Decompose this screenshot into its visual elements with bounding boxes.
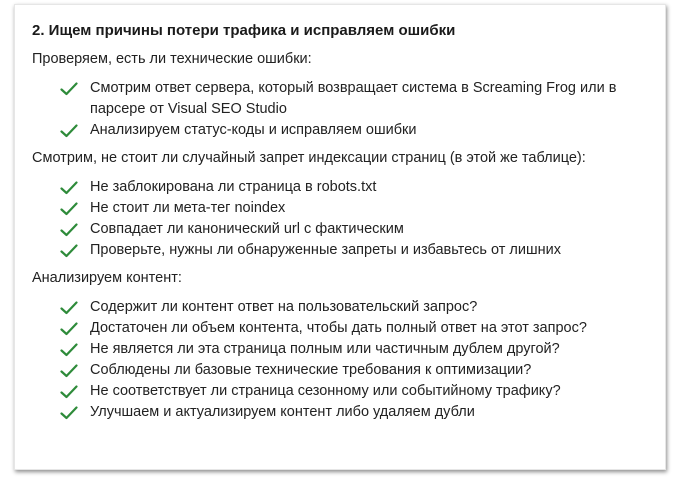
intro-technical-errors: Проверяем, есть ли технические ошибки:: [32, 51, 312, 67]
checkmark-icon: [60, 301, 78, 315]
list-item: [32, 219, 651, 240]
list-item: [32, 120, 651, 141]
list-item: [32, 297, 651, 318]
list-item-text: Не стоит ли мета-тег noindex: [90, 200, 286, 216]
list-item: [32, 240, 651, 261]
intro-content-analysis: Анализируем контент:: [32, 270, 182, 286]
checkmark-icon: [60, 202, 78, 216]
checklist-technical-errors: [32, 78, 651, 141]
checkmark-icon: [60, 82, 78, 96]
checkmark-icon: [60, 343, 78, 357]
checkmark-icon: [60, 223, 78, 237]
checkmark-icon: [60, 244, 78, 258]
list-item-text: Соблюдены ли базовые технические требования к оптимизации?: [90, 362, 532, 378]
list-item-text: Смотрим ответ сервера, который возвращает система в Screaming Frog или в парсере от Visual SEO Studio: [90, 80, 617, 117]
list-item-text: Не является ли эта страница полным или частичным дублем другой?: [90, 341, 560, 357]
list-item: [32, 318, 651, 339]
section-heading: 2. Ищем причины потери трафика и исправляем ошибки: [32, 22, 456, 39]
content-card: [14, 4, 666, 470]
list-item-text: Не заблокирована ли страница в robots.txt: [90, 179, 377, 195]
list-item: [32, 360, 651, 381]
checkmark-icon: [60, 364, 78, 378]
list-item: [32, 339, 651, 360]
list-item: [32, 177, 651, 198]
checkmark-icon: [60, 181, 78, 195]
list-item: [32, 198, 651, 219]
checkmark-icon: [60, 124, 78, 138]
list-item-text: Содержит ли контент ответ на пользовательский запрос?: [90, 299, 478, 315]
checkmark-icon: [60, 322, 78, 336]
list-item-text: Улучшаем и актуализируем контент либо удаляем дубли: [90, 404, 475, 420]
checklist-content-analysis: [32, 297, 651, 423]
list-item: [32, 78, 651, 120]
intro-indexing-ban: Смотрим, не стоит ли случайный запрет индексации страниц (в этой же таблице):: [32, 150, 586, 166]
list-item-text: Не соответствует ли страница сезонному или событийному трафику?: [90, 383, 561, 399]
list-item-text: Достаточен ли объем контента, чтобы дать полный ответ на этот запрос?: [90, 320, 587, 336]
checkmark-icon: [60, 385, 78, 399]
list-item: [32, 402, 651, 423]
checkmark-icon: [60, 406, 78, 420]
checklist-indexing-ban: [32, 177, 651, 261]
list-item-text: Проверьте, нужны ли обнаруженные запреты и избавьтесь от лишних: [90, 242, 561, 258]
list-item: [32, 381, 651, 402]
list-item-text: Совпадает ли канонический url с фактическим: [90, 221, 404, 237]
list-item-text: Анализируем статус-коды и исправляем ошибки: [90, 122, 417, 138]
